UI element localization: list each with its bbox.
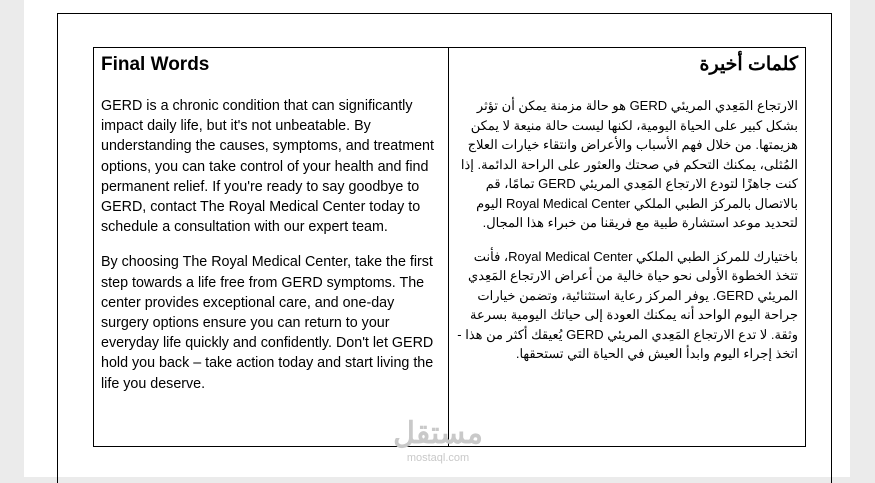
bilingual-table [93,47,806,447]
english-column [94,48,449,446]
english-paragraph-1: GERD is a chronic condition that can significantly impact daily life, but it's not unbeatable. By understanding the causes, symptoms, and treatment options, you can take control of your health and find permanent relief. If you're ready to say goodbye to GERD, contact The Royal Medical Center today to schedule a consultation with our expert team. [101,98,434,236]
mostaql-watermark [378,417,498,473]
arabic-paragraph-2: باختيارك للمركز الطبي الملكي Royal Medical Center، فأنت تتخذ الخطوة الأولى نحو حياة خالية من أعراض الارتجاع المَعِدي المريئي GERD. يوفر المركز رعاية استثنائية، وتضمن خيارات جراحة اليوم الواحد أنه يمكنك العودة إلى حياتك اليومية بسرعة وثقة. لا تدع الارتجاع المَعِدي المريئي GERD يُعيقك أكثر من هذا - اتخذ إجراء اليوم وابدأ العيش في الحياة التي تستحقها. [457,248,798,361]
english-heading: Final Words [101,54,210,75]
watermark-url: mostaql.com [406,452,470,464]
arabic-heading: كلمات أخيرة [699,54,798,75]
watermark-logo: مستقل [393,417,483,450]
arabic-paragraph-1: الارتجاع المَعِدي المريئي GERD هو حالة مزمنة يمكن أن تؤثر بشكل كبير على الحياة اليومية، لكنها ليست حالة منيعة لا يمكن هزيمتها. من خلال فهم الأسباب والأعراض وانتقاء خيارات العلاج المُثلى، يمكنك التحكم في صحتك والعثور على الراحة الدائمة. إذا كنت جاهزًا لتودع الارتجاع المَعِدي المريئي GERD تمامًا، قم بالاتصال بالمركز الطبي الملكي Royal Medical Center اليوم لتحديد موعد استشارة طبية مع فريقنا من خبراء هذا المجال. [460,98,798,230]
arabic-column [449,48,805,446]
english-paragraph-2: By choosing The Royal Medical Center, take the first step towards a life free from GERD symptoms. The center provides exceptional care, and one-day surgery options ensure you can return to your everyday life quickly and confidently. Don't let GERD hold you back – take action today and start living the life you deserve. [101,254,434,392]
